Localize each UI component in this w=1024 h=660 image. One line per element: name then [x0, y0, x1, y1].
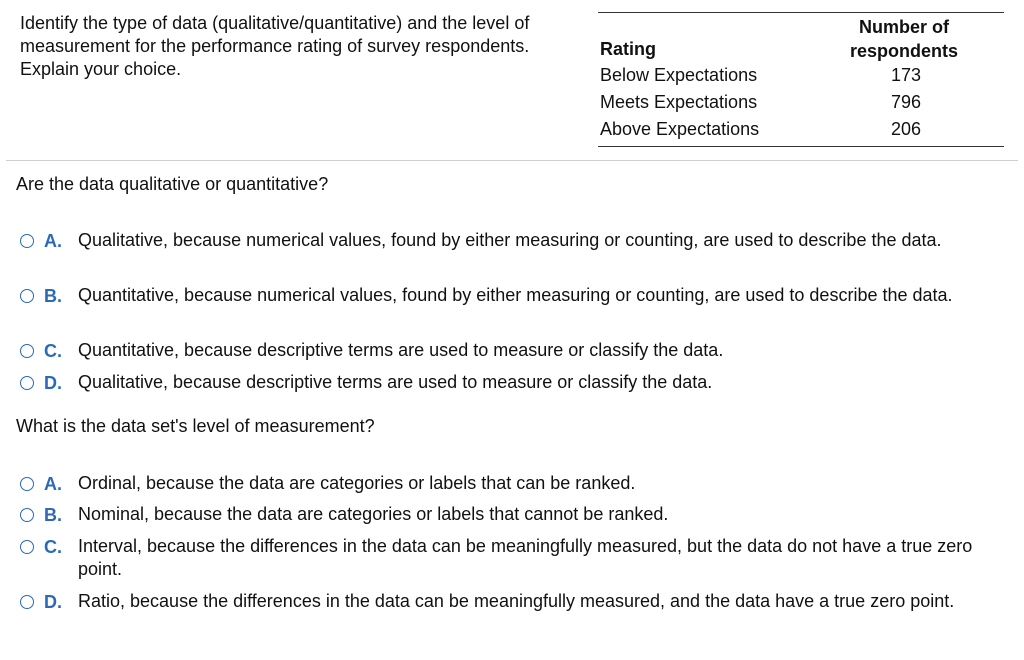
radio-button[interactable] [20, 344, 34, 358]
q1-option-b[interactable] [20, 286, 1010, 307]
table-row [600, 92, 1000, 118]
table-header-count [834, 15, 974, 63]
option-text: Quantitative, because numerical values, found by either measuring or counting, are used to describe the data. [78, 285, 953, 305]
question-1-text: Are the data qualitative or quantitative? [16, 174, 329, 194]
radio-button[interactable] [20, 540, 34, 554]
table-cell-count: 173 [890, 65, 922, 85]
option-text: Quantitative, because descriptive terms are used to measure or classify the data. [78, 340, 724, 360]
q1-option-c[interactable] [20, 341, 1010, 362]
option-text: Nominal, because the data are categories or labels that cannot be ranked. [78, 504, 669, 524]
question-prompt: Identify the type of data (qualitative/quantitative) and the level of measurement for the performance rating of survey respondents. Explain your choice. [20, 13, 530, 79]
radio-button[interactable] [20, 477, 34, 491]
option-letter: C. [44, 537, 62, 557]
section-divider [6, 160, 1018, 161]
table-cell-count: 206 [890, 119, 922, 139]
radio-button[interactable] [20, 376, 34, 390]
option-text: Ratio, because the differences in the data can be meaningfully measured, and the data have a true zero point. [78, 591, 955, 611]
option-letter: B. [44, 286, 62, 306]
option-text: Qualitative, because numerical values, found by either measuring or counting, are used to describe the data. [78, 230, 942, 250]
q2-option-c[interactable] [20, 537, 1010, 581]
question-2-text: What is the data set's level of measurement? [16, 416, 375, 436]
option-text: Ordinal, because the data are categories or labels that can be ranked. [78, 473, 636, 493]
table-cell-rating: Below Expectations [600, 65, 758, 85]
table-header-count-line2: respondents [849, 41, 959, 61]
table-cell-rating: Above Expectations [600, 119, 760, 139]
ratings-table [598, 12, 1004, 147]
radio-button[interactable] [20, 289, 34, 303]
table-row [600, 65, 1000, 91]
table-cell-rating: Meets Expectations [600, 92, 758, 112]
option-letter: C. [44, 341, 62, 361]
option-letter: D. [44, 592, 62, 612]
option-letter: A. [44, 474, 62, 494]
table-header-rating: Rating [600, 39, 656, 59]
option-letter: D. [44, 373, 62, 393]
q2-option-d[interactable] [20, 592, 1010, 613]
radio-button[interactable] [20, 508, 34, 522]
radio-button[interactable] [20, 234, 34, 248]
option-letter: A. [44, 231, 62, 251]
table-row [600, 119, 1000, 145]
q2-option-a[interactable] [20, 474, 1010, 495]
option-text: Qualitative, because descriptive terms are used to measure or classify the data. [78, 372, 713, 392]
q2-option-b[interactable] [20, 505, 1010, 526]
q1-option-d[interactable] [20, 373, 1010, 394]
radio-button[interactable] [20, 595, 34, 609]
table-header-count-line1: Number of [859, 17, 949, 37]
q1-option-a[interactable] [20, 231, 1010, 252]
table-cell-count: 796 [890, 92, 922, 112]
option-letter: B. [44, 505, 62, 525]
option-text: Interval, because the differences in the data can be meaningfully measured, but the data do not have a true zero point. [78, 536, 973, 579]
